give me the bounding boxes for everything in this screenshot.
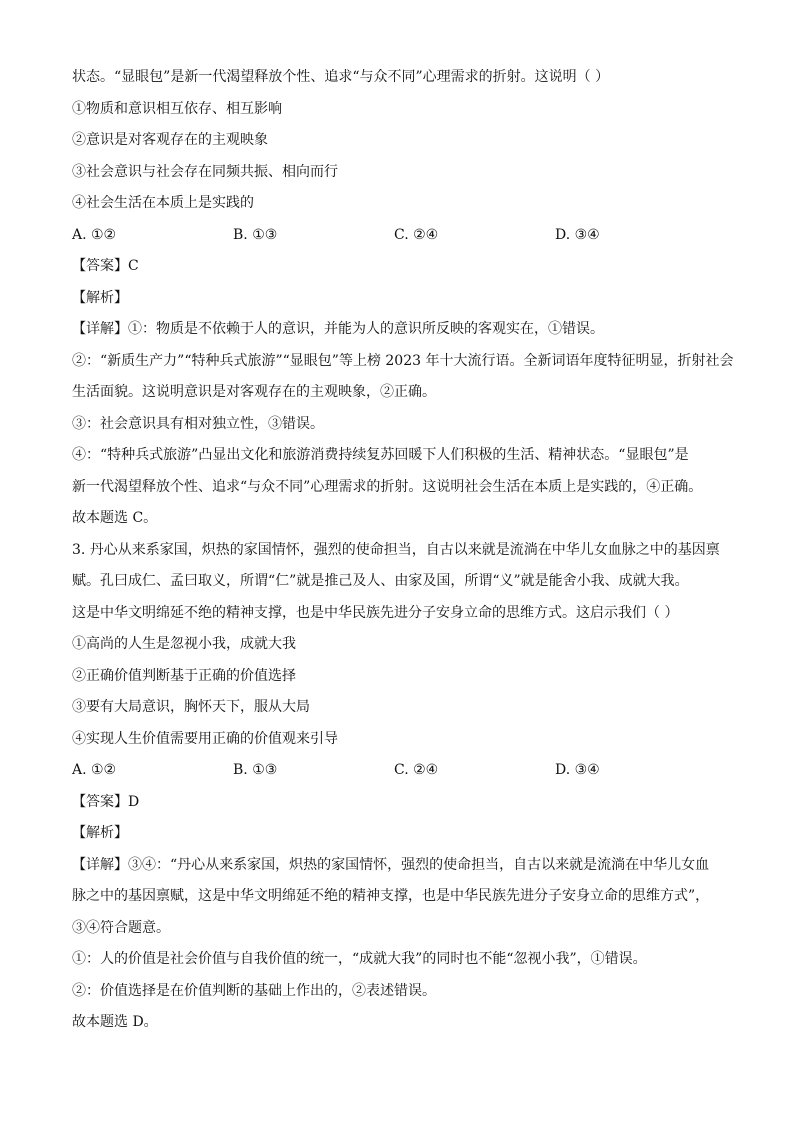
q2-analysis-label: 【解析】	[72, 289, 128, 306]
q3-detail-5: ②：价值选择是在价值判断的基础上作出的，②表述错误。	[72, 982, 436, 999]
q2-options	[72, 220, 724, 252]
q2-detail-3: 生活面貌。这说明意识是对客观存在的主观映象，②正确。	[72, 384, 436, 400]
q2-statement-2: ②意识是对客观存在的主观映象	[72, 132, 268, 148]
q2-detail-1: 【详解】①：物质是不依赖于人的意识，并能为人的意识所反映的客观实在，①错误。	[72, 321, 604, 337]
q3-detail-4: ①：人的价值是社会价值与自我价值的统一，“成就大我”的同时也不能“忽视小我”，①错误。	[72, 951, 647, 967]
q3-options	[72, 755, 724, 787]
q3-statement-2: ②正确价值判断基于正确的价值选择	[72, 667, 296, 684]
q3-statement-1: ①高尚的人生是忽视小我，成就大我	[72, 636, 296, 652]
q3-option-b: B. ①③	[233, 762, 278, 778]
q2-answer-line	[72, 251, 724, 283]
q3-analysis-label: 【解析】	[72, 825, 128, 841]
q3-stem-3: 这是中华文明绵延不绝的精神支撑，也是中华民族先进分子安身立命的思维方式。这启示我们（ ）	[72, 604, 679, 621]
document-page	[72, 62, 734, 1039]
q2-answer-value: C	[128, 258, 139, 274]
q3-answer-label: 【答案】	[72, 793, 128, 810]
q3-option-c: C. ②④	[394, 762, 439, 778]
q3-stem-1: 3. 丹心从来系家国，炽热的家国情怀，强烈的使命担当，自古以来就是流淌在中华儿女血脉之中的基因禀	[72, 541, 720, 558]
q3-detail-3: ③④符合题意。	[72, 919, 170, 936]
q3-conclusion: 故本题选 D。	[72, 1014, 158, 1030]
q3-answer-line	[72, 787, 724, 819]
q3-statement-4: ④实现人生价值需要用正确的价值观来引导	[72, 730, 338, 747]
q2-conclusion: 故本题选 C。	[72, 510, 158, 526]
q2-option-b: B. ①③	[233, 226, 278, 243]
q3-answer-value: D	[128, 793, 140, 810]
q2-option-c: C. ②④	[394, 226, 439, 243]
q2-detail-2: ②：“新质生产力”“特种兵式旅游”“显眼包”等上榜 2023 年十大流行语。全新词语年度特征明显，折射社会	[72, 352, 734, 369]
q3-option-d: D. ③④	[555, 762, 600, 778]
q3-option-a: A. ①②	[72, 762, 117, 778]
q2-statement-1: ①物质和意识相互依存、相互影响	[72, 100, 282, 117]
q2-stem-end: 状态。“显眼包”是新一代渴望释放个性、追求“与众不同”心理需求的折射。这说明（ ）	[72, 69, 610, 85]
q3-detail-2: 脉之中的基因禀赋，这是中华文明绵延不绝的精神支撑，也是中华民族先进分子安身立命的思维方式”，	[72, 888, 710, 904]
q3-statement-3: ③要有大局意识，胸怀天下，服从大局	[72, 699, 310, 715]
q3-detail-1: 【详解】③④：“丹心从来系家国，炽热的家国情怀，强烈的使命担当，自古以来就是流淌在中华儿女血	[72, 856, 710, 873]
q2-statement-3: ③社会意识与社会存在同频共振、相向而行	[72, 163, 338, 180]
q3-stem-2: 赋。孔曰成仁、孟曰取义，所谓“仁”就是推己及人、由家及国，所谓“义”就是能舍小我、成就大我。	[72, 573, 689, 589]
q2-option-a: A. ①②	[72, 226, 117, 243]
q2-detail-5: ④：“特种兵式旅游”凸显出文化和旅游消费持续复苏回暖下人们积极的生活、精神状态。“显眼包”是	[72, 447, 689, 463]
q2-detail-4: ③：社会意识具有相对独立性，③错误。	[72, 415, 324, 432]
q2-answer-label: 【答案】	[72, 258, 128, 274]
q2-statement-4: ④社会生活在本质上是实践的	[72, 195, 254, 211]
q2-detail-6: 新一代渴望释放个性、追求“与众不同”心理需求的折射。这说明社会生活在本质上是实践的，④正确。	[72, 478, 703, 495]
q2-option-d: D. ③④	[555, 226, 600, 243]
